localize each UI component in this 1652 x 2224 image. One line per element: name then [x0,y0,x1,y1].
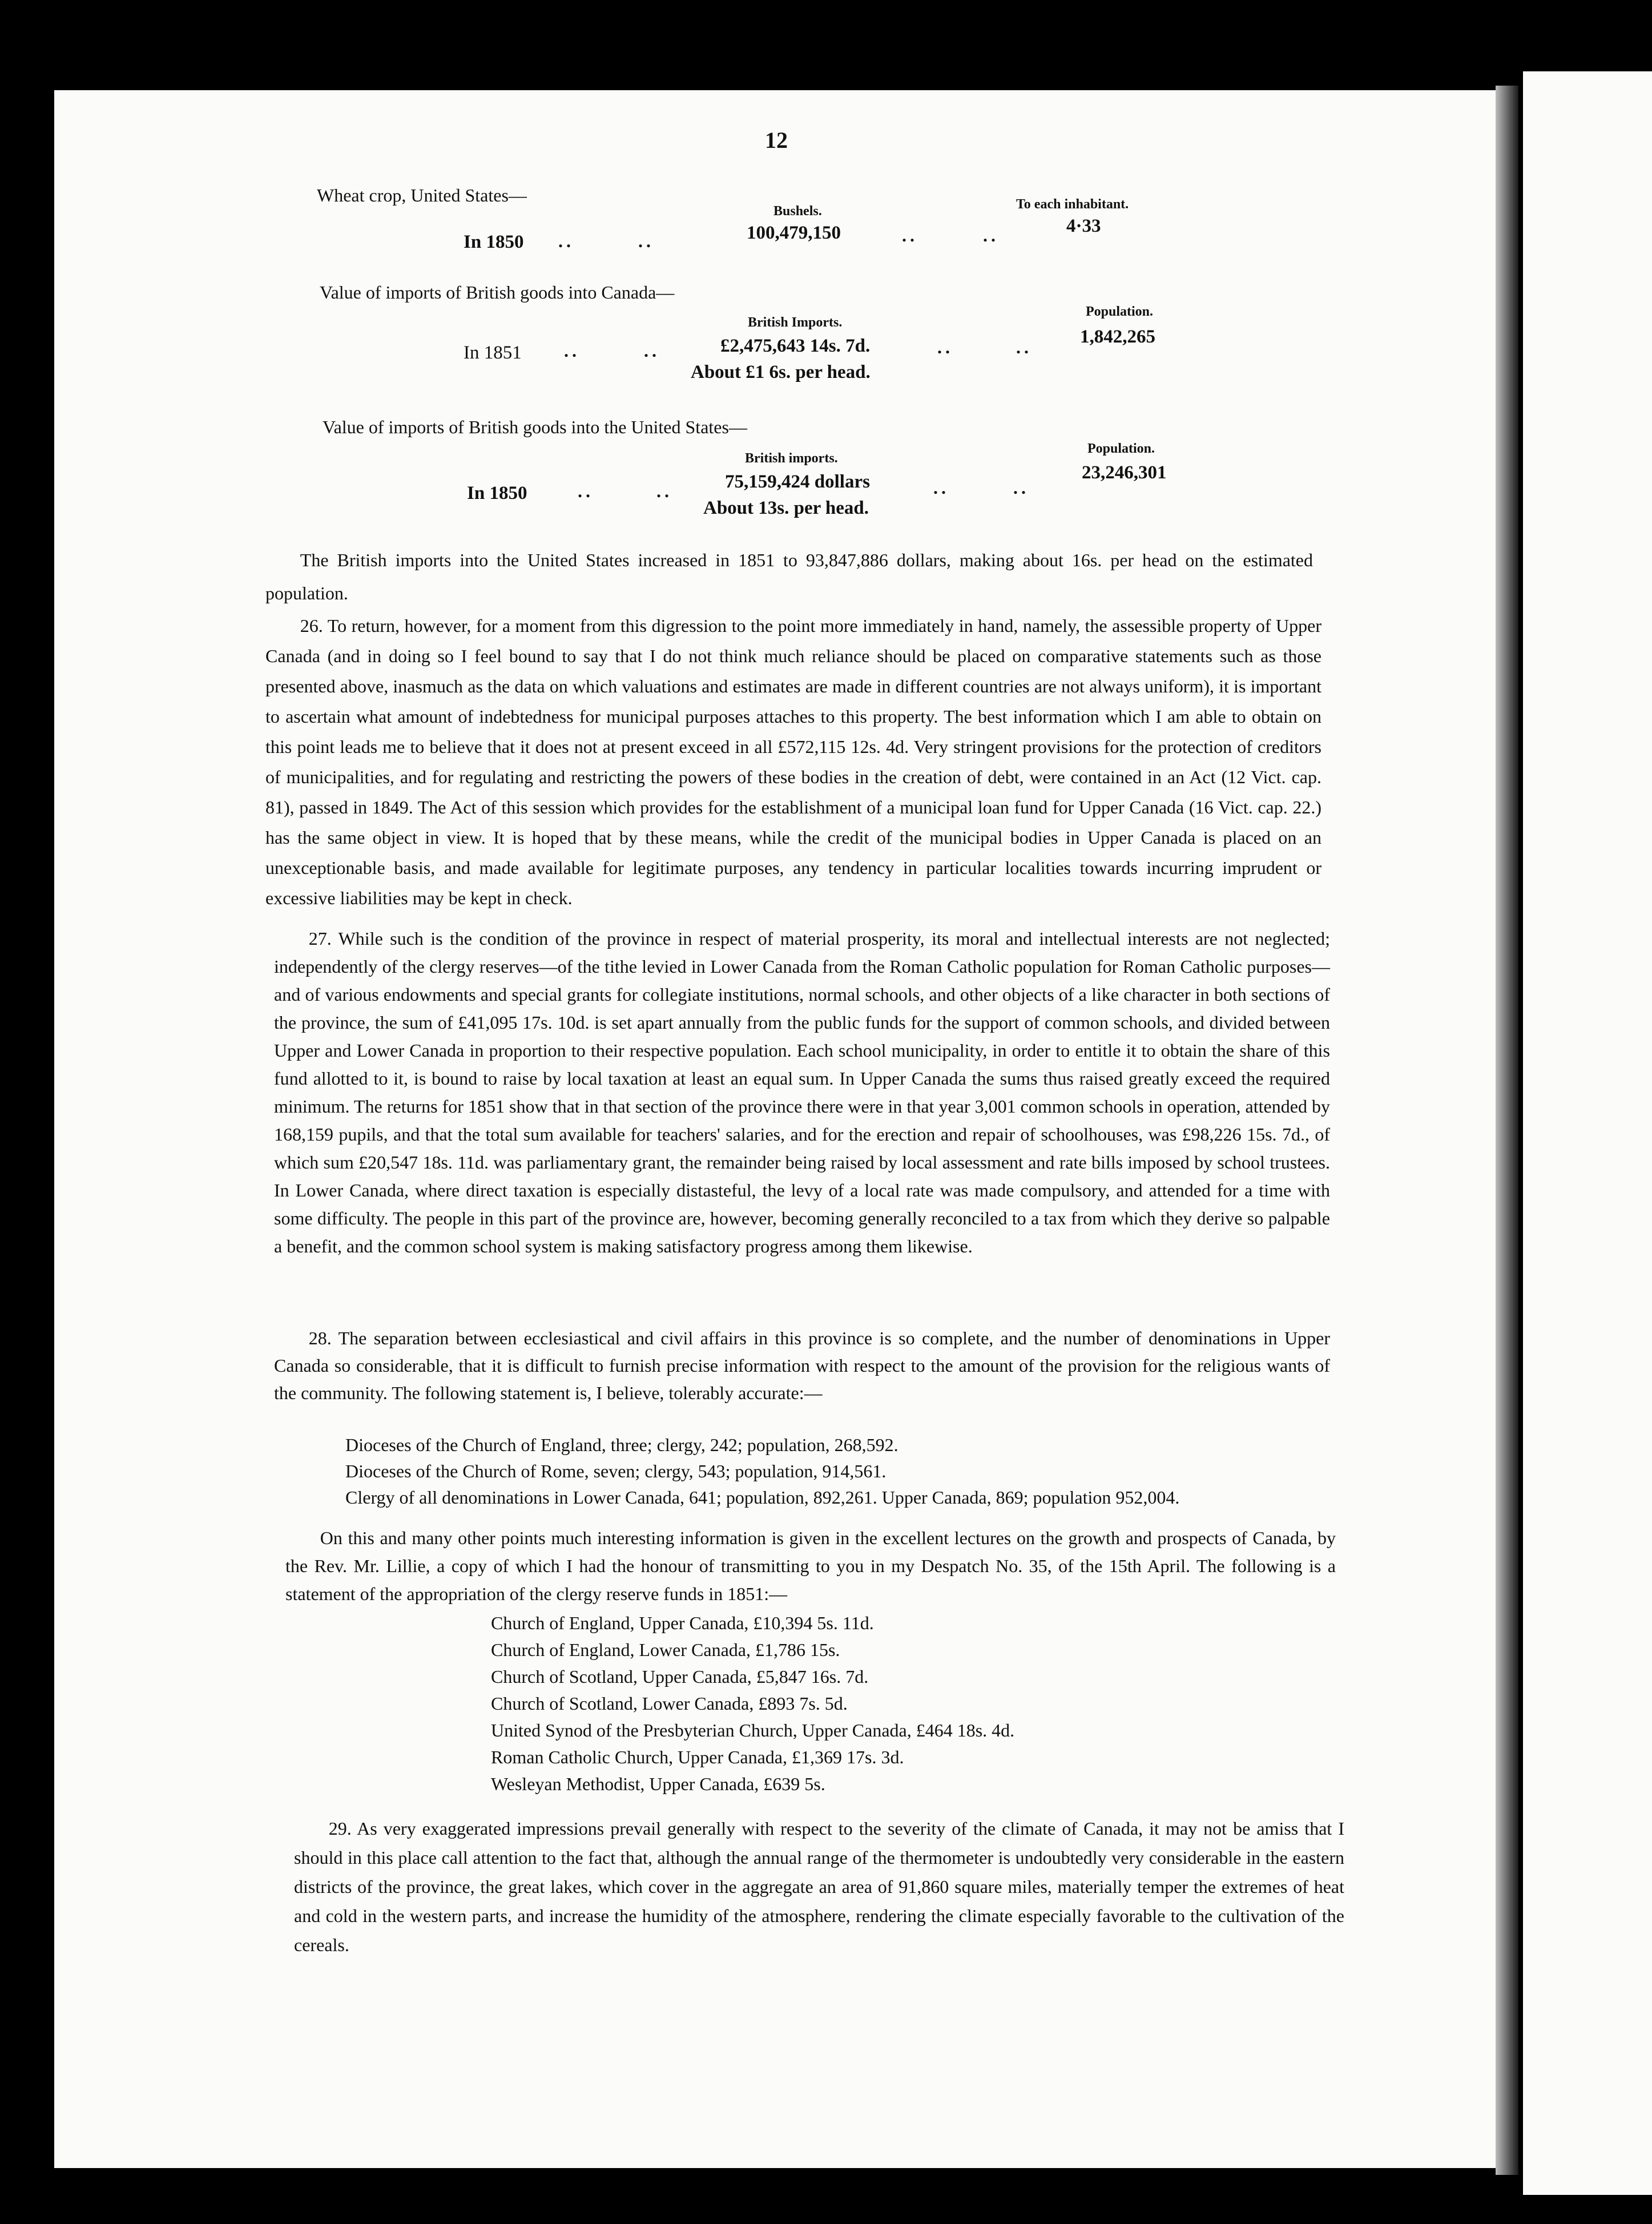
us-imports-value: 75,159,424 dollars [725,472,870,492]
wheat-dots-3: .. [902,225,918,245]
us-imports-heading: Value of imports of British goods into the United States— [323,417,747,437]
wheat-per-inhabitant: 4·33 [1066,216,1101,236]
paragraph-28: 28. The separation between ecclesiastical and civil affairs in this province is so complete, and the number of denominations in Upper Canada so considerable, that it is difficult to furnish precise information with respect to the amount of the provision for the religious wants of the community. The following statement is, I believe, tolerably accurate:— [274,1328,1330,1403]
list-item: United Synod of the Presbyterian Church, Upper Canada, £464 18s. 4d. [491,1720,1015,1740]
wheat-col-inhabitant: To each inhabitant. [1016,197,1129,212]
us-imports-dots-1: .. [578,481,594,501]
clergy-list [345,1432,1179,1510]
us-imports-col-british: British imports. [745,451,838,466]
adjacent-page [1523,71,1652,2195]
wheat-bushels: 100,479,150 [747,223,841,243]
canada-imports-dots-4: .. [1016,337,1032,357]
canada-imports-dots-1: .. [564,340,580,361]
canada-imports-heading: Value of imports of British goods into Canada— [320,282,675,303]
canada-imports-population: 1,842,265 [1080,327,1155,347]
paragraph-intro: The British imports into the United States increased in 1851 to 93,847,886 dollars, making about 16s. per head on the estimated population. [265,550,1313,603]
us-imports-dots-3: .. [933,477,949,498]
list-item: Church of Scotland, Lower Canada, £893 7s. 5d. [491,1693,848,1714]
canada-imports-year: In 1851 [464,343,522,363]
list-item: Church of England, Upper Canada, £10,394 5s. 11d. [491,1613,874,1633]
canada-imports-value: £2,475,643 14s. 7d. [720,336,871,356]
list-item: Church of Scotland, Upper Canada, £5,847 16s. 7d. [491,1666,869,1687]
us-imports-dots-2: .. [656,481,672,501]
wheat-dots-4: .. [983,225,999,245]
wheat-col-bushels: Bushels. [773,204,822,219]
list-item: Dioceses of the Church of England, three; clergy, 242; population, 268,592. [345,1435,898,1455]
wheat-heading: Wheat crop, United States— [317,185,527,206]
wheat-dots-1: .. [558,231,574,251]
paragraph-lectures: On this and many other points much interesting information is given in the excellent lectures on the growth and prospects of Canada, by the Rev. Mr. Lillie, a copy of which I had the honour of transmitting to you in my Despatch No. 35, of the 15th April. The following is a statement of the appropriation of the clergy reserve funds in 1851:— [285,1528,1336,1604]
list-item: Clergy of all denominations in Lower Canada, 641; population, 892,261. Upper Canada, 869; population 952,004. [345,1487,1180,1508]
wheat-year: In 1850 [464,232,524,252]
us-imports-population: 23,246,301 [1082,462,1167,483]
paragraph-27: 27. While such is the condition of the province in respect of material prosperity, its moral and intellectual interests are not neglected; independently of the clergy reserves—of the tithe levied in Lower Canada from the Roman Catholic population for Roman Catholic purposes—and of various endowments and special grants for collegiate institutions, normal schools, and other objects of a like character in both sections of the province, the sum of £41,095 17s. 10d. is set apart annually from the public funds for the support of common schools, and divided between Upper and Lower Canada in proportion to their respective population. Each school municipality, in order to entitle it to obtain the share of this fund allotted to it, is bound to raise by local taxation at least an equal sum. In Upper Canada the sums thus raised greatly exceed the required minimum. The returns for 1851 show that in that section of the province there were in that year 3,001 common schools in operation, attended by 168,159 pupils, and that the total sum available for teachers' salaries, and for the erection and repair of schoolhouses, was £98,226 15s. 7d., of which sum £20,547 18s. 11d. was parliamentary grant, the remainder being raised by local assessment and rate bills imposed by school trustees. In Lower Canada, where direct taxation is especially distasteful, the levy of a local rate was made compulsory, and attended for a time with some difficulty. The people in this part of the province are, however, becoming generally reconciled to a tax from which they derive so palpable a benefit, and the common school system is making satisfactory progress among them likewise. [274,928,1330,1256]
canada-imports-dots-2: .. [644,340,660,361]
canada-imports-per-head: About £1 6s. per head. [691,362,871,382]
page-fold-shadow [1496,86,1518,2175]
paragraph-26: 26. To return, however, for a moment from this digression to the point more immediately in hand, namely, the assessible property of Upper Canada (and in doing so I feel bound to say that I do not think much reliance should be placed on comparative statements such as those presented above, inasmuch as the data on which valuations and estimates are made in different countries are not always uniform), it is important to ascertain what amount of indebtedness for municipal purposes attaches to this property. The best information which I am able to obtain on this point leads me to believe that it does not at present exceed in all £572,115 12s. 4d. Very stringent provisions for the protection of creditors of municipalities, and for regulating and restricting the powers of these bodies in the creation of debt, were contained in an Act (12 Vict. cap. 81), passed in 1849. The Act of this session which provides for the establishment of a municipal loan fund for Upper Canada (16 Vict. cap. 22.) has the same object in view. It is hoped that by these means, while the credit of the municipal bodies in Upper Canada is placed on an unexceptionable basis, and made available for legitimate purposes, any tendency in particular localities towards incurring imprudent or excessive liabilities may be kept in check. [265,615,1321,908]
us-imports-col-population: Population. [1087,441,1155,456]
list-item: Roman Catholic Church, Upper Canada, £1,369 17s. 3d. [491,1747,904,1767]
us-imports-per-head: About 13s. per head. [703,498,869,518]
reserve-fund-list [491,1610,1014,1798]
us-imports-year: In 1850 [467,483,527,503]
canada-imports-col-population: Population. [1086,304,1154,319]
list-item: Dioceses of the Church of Rome, seven; clergy, 543; population, 914,561. [345,1461,887,1481]
canada-imports-col-british: British Imports. [748,315,843,330]
us-imports-dots-4: .. [1013,477,1029,498]
canada-imports-dots-3: .. [937,337,953,357]
list-item: Wesleyan Methodist, Upper Canada, £639 5s. [491,1774,825,1794]
page-number: 12 [765,127,788,153]
wheat-dots-2: .. [638,231,654,251]
list-item: Church of England, Lower Canada, £1,786 15s. [491,1639,840,1660]
paragraph-29: 29. As very exaggerated impressions prevail generally with respect to the severity of the climate of Canada, it may not be amiss that I should in this place call attention to the fact that, although the annual range of the thermometer is undoubtedly very considerable in the eastern districts of the province, the great lakes, which cover in the aggregate an area of 91,860 square miles, materially temper the extremes of heat and cold in the western parts, and increase the humidity of the atmosphere, rendering the climate especially favorable to the cultivation of the cereals. [294,1818,1344,1955]
